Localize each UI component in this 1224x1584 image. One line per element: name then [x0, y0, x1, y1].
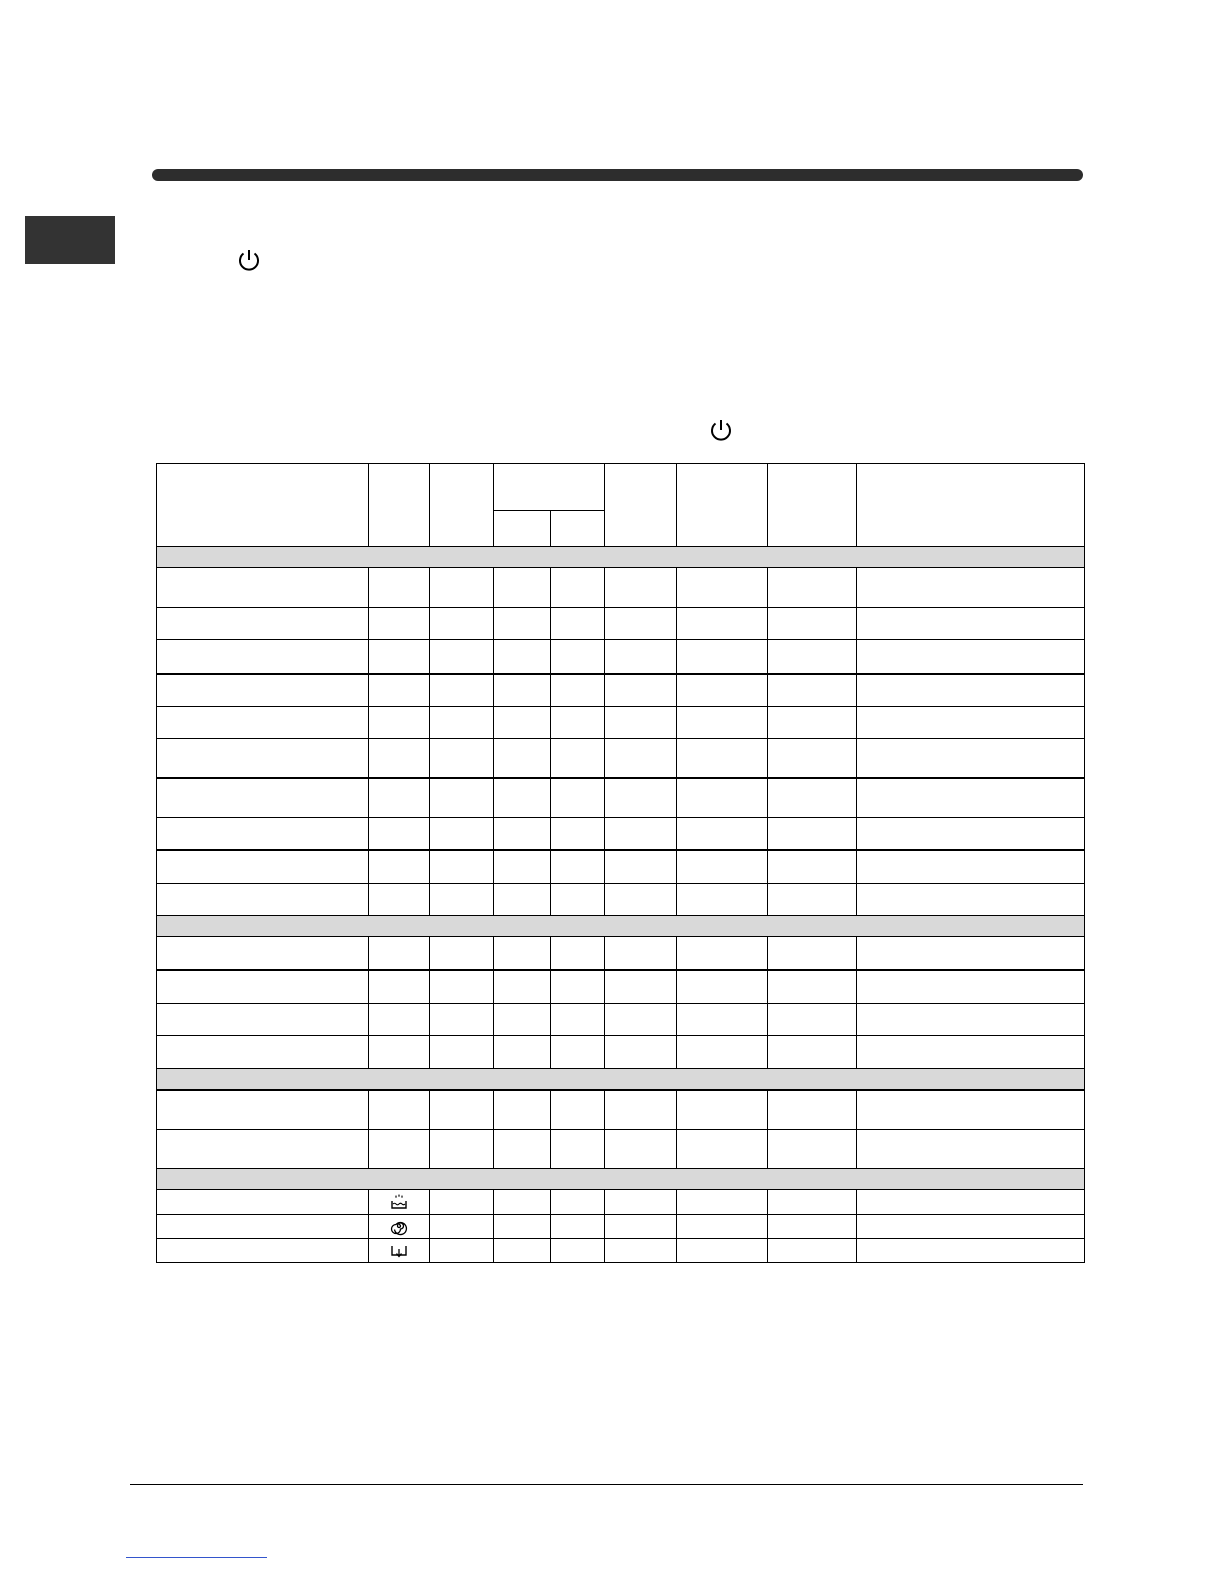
table-row — [157, 1090, 1085, 1129]
table-row — [157, 778, 1085, 818]
table-row — [157, 640, 1085, 674]
table-cell — [857, 608, 1085, 640]
table-cell — [157, 547, 1085, 568]
table-cell — [605, 1004, 677, 1036]
table-cell — [494, 778, 551, 818]
table-cell — [857, 884, 1085, 916]
table-cell — [605, 818, 677, 850]
table-cell — [157, 739, 369, 778]
table-cell — [605, 707, 677, 739]
table-cell — [551, 739, 605, 778]
table-cell — [605, 1214, 677, 1238]
table-row — [157, 707, 1085, 739]
table-cell — [157, 1090, 369, 1129]
table-cell — [430, 608, 494, 640]
table-cell — [369, 1129, 430, 1168]
table-cell — [768, 608, 857, 640]
table-cell — [157, 707, 369, 739]
table-cell — [369, 739, 430, 778]
table-cell — [551, 1004, 605, 1036]
table-cell — [551, 608, 605, 640]
table-cell — [677, 707, 768, 739]
table-cell — [677, 739, 768, 778]
table-cell — [551, 937, 605, 970]
table-cell — [605, 884, 677, 916]
table-cell — [768, 937, 857, 970]
table-cell — [494, 739, 551, 778]
table-row — [157, 1036, 1085, 1069]
header-cell — [494, 511, 551, 547]
table-cell — [430, 1214, 494, 1238]
table-cell — [157, 1168, 1085, 1189]
table-cell — [677, 1036, 768, 1069]
table-cell — [494, 1090, 551, 1129]
table-cell — [430, 884, 494, 916]
table-cell — [430, 568, 494, 608]
table-cell — [768, 1129, 857, 1168]
table-row — [157, 1214, 1085, 1238]
table-cell — [157, 674, 369, 707]
table-cell — [430, 1129, 494, 1168]
table-cell — [494, 1238, 551, 1262]
table-cell — [677, 937, 768, 970]
table-cell — [551, 1214, 605, 1238]
table-cell — [494, 970, 551, 1004]
table-cell — [857, 1189, 1085, 1214]
table-cell — [677, 818, 768, 850]
table-cell — [551, 640, 605, 674]
table-cell — [494, 850, 551, 884]
table-cell — [857, 850, 1085, 884]
table-cell — [857, 640, 1085, 674]
table-cell — [494, 568, 551, 608]
table-cell — [768, 1036, 857, 1069]
table-row — [157, 1189, 1085, 1214]
table-cell — [857, 674, 1085, 707]
header-cell — [430, 464, 494, 547]
table-cell — [494, 640, 551, 674]
table-cell — [605, 674, 677, 707]
header-cell — [768, 464, 857, 547]
language-tab — [25, 216, 115, 264]
table-row — [157, 884, 1085, 916]
header-cell — [494, 464, 605, 511]
table-row — [157, 1238, 1085, 1262]
spin-icon — [369, 1214, 430, 1238]
table-cell — [677, 640, 768, 674]
table-cell — [768, 778, 857, 818]
table-row — [157, 1004, 1085, 1036]
table-cell — [157, 640, 369, 674]
table-cell — [768, 739, 857, 778]
table-cell — [430, 937, 494, 970]
table-row — [157, 850, 1085, 884]
table-cell — [677, 608, 768, 640]
table-cell — [768, 1238, 857, 1262]
table-cell — [157, 970, 369, 1004]
table-cell — [857, 937, 1085, 970]
table-cell — [768, 1189, 857, 1214]
table-cell — [369, 937, 430, 970]
table-cell — [551, 1036, 605, 1069]
table-cell — [430, 970, 494, 1004]
table-cell — [551, 674, 605, 707]
table-cell — [551, 850, 605, 884]
table-cell — [551, 970, 605, 1004]
table-cell — [677, 884, 768, 916]
table-cell — [857, 970, 1085, 1004]
table-cell — [430, 1238, 494, 1262]
table-cell — [768, 707, 857, 739]
table-cell — [369, 970, 430, 1004]
table-cell — [430, 1189, 494, 1214]
table-cell — [768, 1090, 857, 1129]
table-cell — [768, 970, 857, 1004]
table-cell — [677, 1004, 768, 1036]
table-cell — [857, 1238, 1085, 1262]
table-cell — [857, 739, 1085, 778]
table-row — [157, 608, 1085, 640]
section-band — [157, 547, 1085, 568]
header-cell — [157, 464, 369, 547]
table-row — [157, 739, 1085, 778]
table-cell — [857, 1004, 1085, 1036]
header-cell — [605, 464, 677, 547]
table-cell — [494, 884, 551, 916]
power-icon — [707, 416, 735, 444]
table-cell — [157, 937, 369, 970]
table-cell — [369, 640, 430, 674]
header-cell — [369, 464, 430, 547]
table-cell — [157, 568, 369, 608]
table-cell — [369, 674, 430, 707]
table-cell — [677, 1090, 768, 1129]
table-cell — [369, 1004, 430, 1036]
table-cell — [430, 739, 494, 778]
table-cell — [677, 970, 768, 1004]
table-cell — [157, 818, 369, 850]
table-cell — [677, 1238, 768, 1262]
table-cell — [677, 1189, 768, 1214]
table-cell — [494, 608, 551, 640]
table-cell — [369, 778, 430, 818]
table-cell — [157, 884, 369, 916]
table-cell — [369, 707, 430, 739]
table-cell — [857, 1129, 1085, 1168]
table-cell — [605, 778, 677, 818]
table-cell — [157, 1214, 369, 1238]
table-cell — [677, 674, 768, 707]
table-cell — [430, 1036, 494, 1069]
table-cell — [605, 1129, 677, 1168]
table-cell — [430, 674, 494, 707]
table-cell — [430, 1090, 494, 1129]
table-cell — [768, 674, 857, 707]
table-cell — [430, 778, 494, 818]
header-rule — [152, 169, 1083, 181]
table-cell — [430, 1004, 494, 1036]
table-cell — [605, 568, 677, 608]
table-cell — [494, 937, 551, 970]
table-cell — [605, 1238, 677, 1262]
table-cell — [157, 1189, 369, 1214]
footer-link-underline[interactable] — [126, 1557, 267, 1558]
table-cell — [494, 1214, 551, 1238]
table-cell — [157, 1036, 369, 1069]
table-cell — [605, 608, 677, 640]
table-cell — [857, 568, 1085, 608]
table-cell — [430, 707, 494, 739]
table-cell — [677, 568, 768, 608]
section-band — [157, 916, 1085, 937]
table-cell — [677, 1214, 768, 1238]
table-cell — [430, 818, 494, 850]
table-cell — [857, 1036, 1085, 1069]
table-cell — [857, 1090, 1085, 1129]
rinse-icon — [369, 1189, 430, 1214]
table-row — [157, 568, 1085, 608]
table-cell — [551, 1189, 605, 1214]
table-cell — [551, 707, 605, 739]
table-row — [157, 1129, 1085, 1168]
table-cell — [605, 1090, 677, 1129]
table-cell — [157, 608, 369, 640]
table-cell — [157, 1129, 369, 1168]
table-cell — [494, 1004, 551, 1036]
table-cell — [605, 739, 677, 778]
table-cell — [768, 1004, 857, 1036]
table-cell — [768, 568, 857, 608]
table-cell — [768, 640, 857, 674]
table-row — [157, 970, 1085, 1004]
table-cell — [157, 1069, 1085, 1091]
table-cell — [551, 1129, 605, 1168]
table-header-row — [157, 464, 1085, 511]
table-cell — [677, 850, 768, 884]
header-cell — [677, 464, 768, 547]
table-cell — [494, 818, 551, 850]
table-cell — [857, 707, 1085, 739]
table-cell — [157, 916, 1085, 937]
table-cell — [157, 1004, 369, 1036]
table-cell — [551, 818, 605, 850]
footer-rule — [130, 1484, 1083, 1485]
section-band — [157, 1168, 1085, 1189]
table-cell — [857, 818, 1085, 850]
table-cell — [494, 674, 551, 707]
table-cell — [369, 608, 430, 640]
table-row — [157, 937, 1085, 970]
table-cell — [551, 1090, 605, 1129]
section-band — [157, 1069, 1085, 1091]
table-cell — [369, 568, 430, 608]
table-cell — [551, 568, 605, 608]
header-cell — [857, 464, 1085, 547]
table-cell — [605, 970, 677, 1004]
table-cell — [551, 884, 605, 916]
table-cell — [551, 1238, 605, 1262]
table-cell — [369, 850, 430, 884]
table-cell — [157, 850, 369, 884]
table-cell — [494, 1129, 551, 1168]
table-cell — [605, 850, 677, 884]
table-row — [157, 674, 1085, 707]
table-cell — [768, 884, 857, 916]
table-cell — [768, 850, 857, 884]
table-cell — [677, 1129, 768, 1168]
table-cell — [369, 818, 430, 850]
drain-icon — [369, 1238, 430, 1262]
table-cell — [369, 884, 430, 916]
table-cell — [494, 1036, 551, 1069]
table-row — [157, 818, 1085, 850]
table-cell — [369, 1090, 430, 1129]
table-cell — [605, 1036, 677, 1069]
table-cell — [857, 778, 1085, 818]
table-cell — [494, 707, 551, 739]
table-cell — [369, 1036, 430, 1069]
programme-table — [156, 463, 1085, 1263]
table-cell — [857, 1214, 1085, 1238]
table-cell — [768, 818, 857, 850]
table-cell — [157, 778, 369, 818]
table-cell — [605, 640, 677, 674]
table-cell — [494, 1189, 551, 1214]
table-cell — [768, 1214, 857, 1238]
table-cell — [605, 937, 677, 970]
power-icon — [235, 246, 263, 274]
table-cell — [430, 640, 494, 674]
table-cell — [605, 1189, 677, 1214]
table-cell — [677, 778, 768, 818]
table-cell — [157, 1238, 369, 1262]
table-cell — [551, 778, 605, 818]
table-cell — [430, 850, 494, 884]
header-cell — [551, 511, 605, 547]
